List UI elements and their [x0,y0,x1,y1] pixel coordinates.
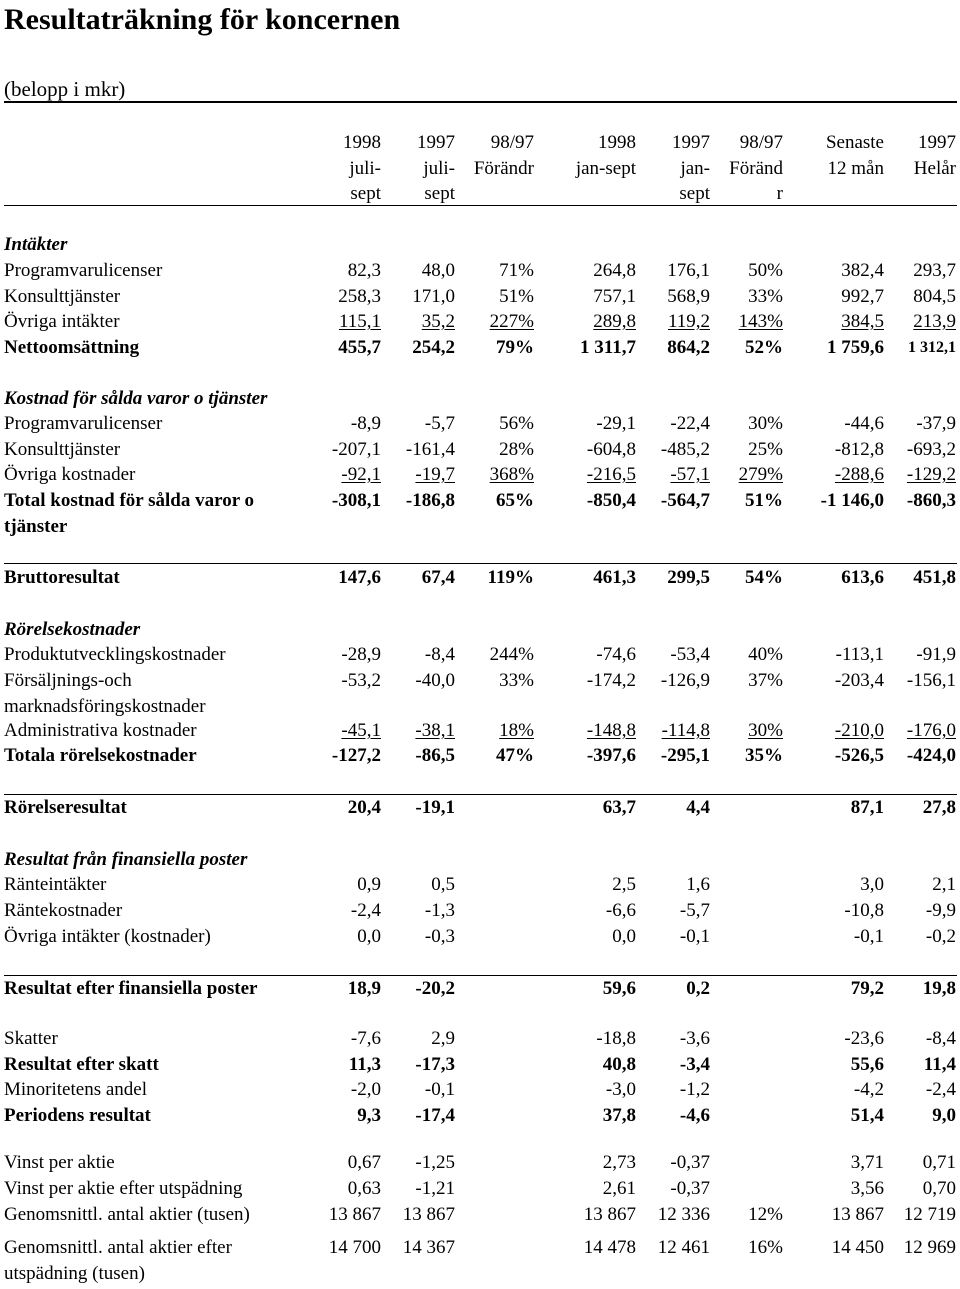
table-cell: -207,1 [331,439,381,460]
table-cell: 147,6 [338,567,381,588]
table-cell: 12 969 [903,1237,956,1258]
row-label: Konsulttjänster [4,286,121,307]
table-cell: -44,6 [844,413,884,434]
table-cell: -57,1 [670,464,710,485]
row-label: Ränteintäkter [4,874,107,895]
table-cell: 0,71 [922,1152,956,1173]
table-cell: 3,71 [850,1152,884,1173]
table-cell: 0,63 [347,1178,381,1199]
table-cell: -216,5 [586,464,636,485]
table-cell: -693,2 [906,439,956,460]
table-cell: -127,2 [331,745,381,766]
table-cell: 2,73 [602,1152,636,1173]
table-cell: 171,0 [412,286,455,307]
table-cell: -308,1 [331,490,381,511]
row-label: Resultat efter finansiella poster [4,978,258,999]
table-cell: -91,9 [916,644,956,665]
table-cell: -526,5 [834,745,884,766]
table-cell: -7,6 [350,1028,381,1049]
table-cell: 2,61 [602,1178,636,1199]
table-cell: -288,6 [834,464,884,485]
table-cell: 254,2 [412,337,455,358]
page-title: Resultaträkning för koncernen [4,3,401,36]
table-cell: 51,4 [850,1105,884,1126]
row-label: Vinst per aktie [4,1152,115,1173]
table-cell: -210,0 [834,720,884,741]
table-cell: 119% [487,567,534,588]
table-cell: -113,1 [835,644,884,665]
row-label: Rörelseresultat [4,797,127,818]
row-label: Övriga intäkter [4,311,120,332]
table-cell: 264,8 [593,260,636,281]
table-cell: 79,2 [850,978,884,999]
table-cell: -0,1 [853,926,884,947]
table-cell: -8,9 [350,413,381,434]
table-cell: 461,3 [593,567,636,588]
table-cell: -40,0 [415,670,455,691]
column-header-1997-full-year: 1997 Helår [913,132,956,179]
table-cell: 213,9 [913,311,956,332]
row-label: Skatter [4,1028,58,1049]
column-header-change-ytd: 98/97 Föränd r [729,132,783,204]
table-cell: 1 311,7 [580,337,636,358]
table-cell: -186,8 [405,490,455,511]
row-label: Totala rörelsekostnader [4,745,197,766]
table-cell: 12% [748,1204,783,1225]
table-cell: -5,7 [424,413,455,434]
table-cell: 40% [748,644,783,665]
table-cell: -114,8 [661,720,710,741]
row-label: Produktutvecklingskostnader [4,644,226,665]
table-cell: -86,5 [415,745,455,766]
row-label: Resultat från finansiella poster [4,849,248,870]
table-cell: 3,56 [850,1178,884,1199]
table-cell: -92,1 [341,464,381,485]
row-label: Minoritetens andel [4,1079,147,1100]
table-cell: 451,8 [913,567,956,588]
table-cell: -23,6 [844,1028,884,1049]
table-cell: -19,7 [415,464,455,485]
table-cell: 382,4 [841,260,884,281]
table-cell: 613,6 [841,567,884,588]
table-cell: 59,6 [602,978,636,999]
table-cell: 28% [499,439,534,460]
table-cell: -3,4 [679,1054,710,1075]
table-cell: -74,6 [596,644,636,665]
table-cell: 0,67 [347,1152,381,1173]
table-cell: 13 867 [583,1204,636,1225]
table-cell: 14 367 [402,1237,455,1258]
row-label: Övriga intäkter (kostnader) [4,926,211,947]
table-cell: -2,4 [925,1079,956,1100]
table-cell: -4,6 [679,1105,710,1126]
table-cell: 35,2 [421,311,455,332]
table-cell: 20,4 [347,797,381,818]
table-cell: 864,2 [667,337,710,358]
table-cell: 56% [499,413,534,434]
column-header-1998-jul-sep: 1998 juli- sept [343,132,381,204]
table-cell: 0,2 [686,978,710,999]
table-cell: -0,1 [424,1079,455,1100]
table-cell: 63,7 [602,797,636,818]
table-cell: 289,8 [593,311,636,332]
table-cell: -850,4 [586,490,636,511]
table-cell: 37% [748,670,783,691]
table-cell: 13 867 [328,1204,381,1225]
table-cell: -9,9 [925,900,956,921]
table-cell: 1 312,1 [908,339,956,356]
table-cell: 12 336 [657,1204,710,1225]
section-divider [4,975,957,976]
table-cell: 115,1 [338,311,381,332]
table-cell: 13 867 [831,1204,884,1225]
table-cell: -0,37 [670,1152,710,1173]
table-cell: 48,0 [421,260,455,281]
table-cell: -4,2 [853,1079,884,1100]
row-label: Programvarulicenser [4,413,163,434]
table-cell: 33% [748,286,783,307]
row-label: Övriga kostnader [4,464,136,485]
table-cell: 279% [738,464,783,485]
table-cell: 54% [745,567,783,588]
table-cell: 992,7 [841,286,884,307]
row-label: Rörelsekostnader [4,619,141,640]
table-cell: 35% [745,745,783,766]
table-cell: 244% [489,644,534,665]
table-cell: -20,2 [415,978,455,999]
table-cell: 0,9 [357,874,381,895]
table-cell: -1,25 [415,1152,455,1173]
table-cell: 25% [748,439,783,460]
table-cell: 71% [499,260,534,281]
table-cell: -1,21 [415,1178,455,1199]
table-cell: -5,7 [679,900,710,921]
table-cell: -19,1 [415,797,455,818]
table-cell: -17,3 [415,1054,455,1075]
table-cell: -424,0 [906,745,956,766]
table-cell: 14 700 [328,1237,381,1258]
table-cell: 455,7 [338,337,381,358]
row-label: Administrativa kostnader [4,720,197,741]
table-cell: -8,4 [925,1028,956,1049]
table-cell: -860,3 [906,490,956,511]
table-cell: 2,5 [612,874,636,895]
table-cell: -161,4 [405,439,455,460]
table-cell: 14 450 [831,1237,884,1258]
table-cell: -0,1 [679,926,710,947]
table-cell: 757,1 [593,286,636,307]
table-cell: 143% [738,311,783,332]
table-cell: 52% [745,337,783,358]
row-label: Total kostnad för sålda varor o tjänster [4,490,255,537]
table-cell: 384,5 [841,311,884,332]
table-cell: 14 478 [583,1237,636,1258]
row-label: Bruttoresultat [4,567,120,588]
table-cell: 3,0 [860,874,884,895]
table-cell: 176,1 [667,260,710,281]
table-cell: 50% [748,260,783,281]
table-cell: -29,1 [596,413,636,434]
table-cell: 258,3 [338,286,381,307]
column-header-1998-jan-sep: 1998 jan-sept [575,132,636,179]
table-cell: -812,8 [834,439,884,460]
table-cell: -148,8 [586,720,636,741]
table-cell: 4,4 [686,797,710,818]
table-cell: 0,0 [357,926,381,947]
table-cell: 299,5 [667,567,710,588]
table-cell: -1,2 [679,1079,710,1100]
row-label: Programvarulicenser [4,260,163,281]
table-cell: 568,9 [667,286,710,307]
row-label: Konsulttjänster [4,439,121,460]
table-cell: -18,8 [596,1028,636,1049]
table-cell: -22,4 [670,413,710,434]
row-label: Försäljnings-och marknadsföringskostnader [4,670,206,717]
table-cell: 47% [496,745,534,766]
table-cell: -485,2 [660,439,710,460]
table-cell: -45,1 [341,720,381,741]
table-cell: 27,8 [922,797,956,818]
row-label: Resultat efter skatt [4,1054,159,1075]
table-cell: 51% [499,286,534,307]
table-cell: 1,6 [686,874,710,895]
table-cell: 30% [748,720,783,741]
table-cell: -203,4 [834,670,884,691]
row-label: Periodens resultat [4,1105,151,1126]
table-cell: 79% [496,337,534,358]
row-label: Vinst per aktie efter utspädning [4,1178,243,1199]
table-cell: -3,0 [605,1079,636,1100]
table-cell: 16% [748,1237,783,1258]
table-cell: -28,9 [341,644,381,665]
table-cell: -38,1 [415,720,455,741]
table-cell: 9,0 [932,1105,956,1126]
column-header-1997-jul-sep: 1997 juli- sept [417,132,455,204]
table-cell: -1 146,0 [820,490,884,511]
page-subtitle: (belopp i mkr) [4,77,126,101]
section-divider [4,794,957,795]
column-header-1997-jan-sep: 1997 jan- sept [672,132,710,204]
table-cell: 0,5 [431,874,455,895]
row-label: Genomsnittl. antal aktier (tusen) [4,1204,250,1225]
table-cell: 19,8 [922,978,956,999]
column-header-change-q: 98/97 Förändr [473,132,534,179]
table-cell: 51% [745,490,783,511]
table-cell: 87,1 [850,797,884,818]
table-cell: -8,4 [424,644,455,665]
row-label: Kostnad för sålda varor o tjänster [4,388,268,409]
table-cell: -1,3 [424,900,455,921]
table-cell: 119,2 [667,311,710,332]
table-cell: 40,8 [602,1054,636,1075]
table-cell: 804,5 [913,286,956,307]
table-cell: -53,4 [670,644,710,665]
row-label: Nettoomsättning [4,337,140,358]
table-cell: -129,2 [906,464,956,485]
table-cell: -6,6 [605,900,636,921]
table-cell: 11,4 [923,1054,956,1075]
table-cell: 33% [499,670,534,691]
table-cell: -17,4 [415,1105,455,1126]
table-cell: 12 461 [657,1237,710,1258]
row-label: Genomsnittl. antal aktier efter utspädning (tusen) [4,1237,232,1284]
table-cell: -3,6 [679,1028,710,1049]
table-cell: -2,4 [350,900,381,921]
table-cell: 18,9 [347,978,381,999]
table-cell: 13 867 [402,1204,455,1225]
table-cell: 30% [748,413,783,434]
table-cell: 1 759,6 [827,337,884,358]
table-cell: 2,9 [431,1028,455,1049]
table-cell: 368% [489,464,534,485]
table-cell: -295,1 [660,745,710,766]
table-cell: 9,3 [357,1105,381,1126]
table-cell: 37,8 [602,1105,636,1126]
table-cell: -174,2 [586,670,636,691]
table-cell: -53,2 [341,670,381,691]
table-cell: 18% [499,720,534,741]
table-cell: -0,2 [925,926,956,947]
table-cell: 67,4 [421,567,455,588]
table-cell: -156,1 [906,670,956,691]
table-cell: -564,7 [660,490,710,511]
table-cell: -176,0 [906,720,956,741]
table-cell: -604,8 [586,439,636,460]
table-cell: 0,0 [612,926,636,947]
table-cell: -37,9 [916,413,956,434]
table-cell: 65% [496,490,534,511]
table-cell: 11,3 [348,1054,381,1075]
column-header-last-12-months: Senaste 12 mån [825,132,884,179]
table-cell: 293,7 [913,260,956,281]
table-cell: 12 719 [903,1204,956,1225]
row-label: Intäkter [4,234,68,255]
row-label: Räntekostnader [4,900,123,921]
table-cell: 2,1 [932,874,956,895]
table-cell: 0,70 [922,1178,956,1199]
table-cell: 82,3 [347,260,381,281]
table-cell: -397,6 [586,745,636,766]
table-cell: -2,0 [350,1079,381,1100]
table-cell: 55,6 [850,1054,884,1075]
table-cell: -0,3 [424,926,455,947]
table-cell: -126,9 [660,670,710,691]
section-divider [4,563,957,564]
table-cell: -10,8 [844,900,884,921]
table-cell: -0,37 [670,1178,710,1199]
table-cell: 227% [489,311,534,332]
